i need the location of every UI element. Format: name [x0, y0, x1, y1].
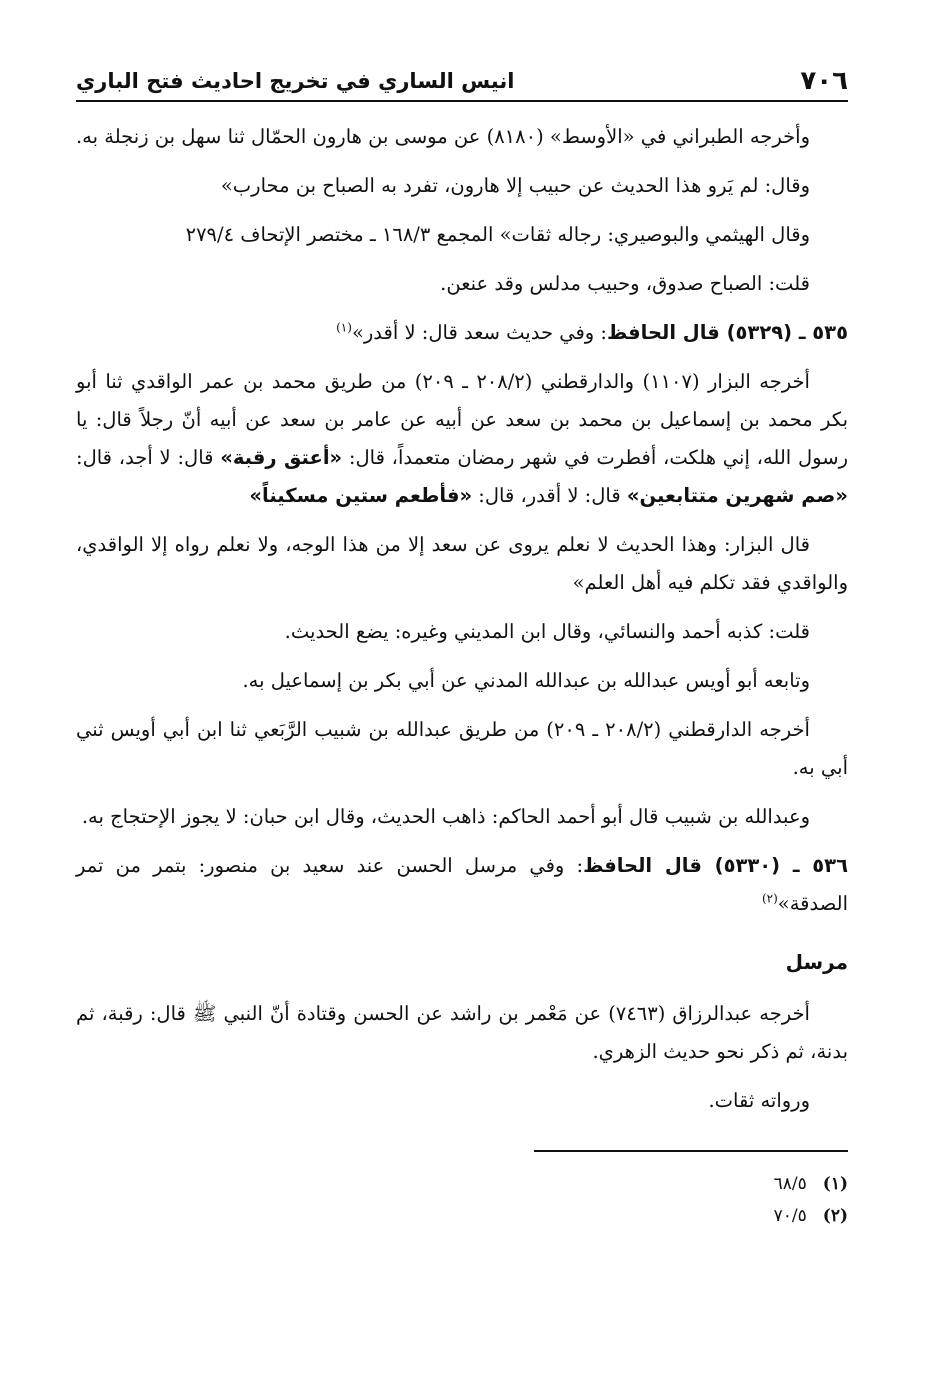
page-header — [76, 58, 848, 102]
takhrij-paragraph — [76, 363, 848, 515]
footnote-text: ٦٨/٥ — [773, 1174, 807, 1194]
hadith-number: ٥٣٦ ـ (٥٣٣٠) قال الحافظ — [583, 854, 848, 877]
footnote-text: ٧٠/٥ — [773, 1206, 807, 1226]
paragraph: قلت: كذبه أحمد والنسائي، وقال ابن المديني وغيره: يضع الحديث. — [284, 620, 810, 643]
paragraph: وتابعه أبو أويس عبدالله بن عبدالله المدني عن أبي بكر بن إسماعيل به. — [242, 669, 810, 692]
page — [76, 58, 848, 1232]
hadith-entry-535 — [76, 314, 848, 352]
paragraph: ورواته ثقات. — [708, 1089, 810, 1112]
footnote-divider — [534, 1150, 848, 1152]
paragraph: أخرجه عبدالرزاق (٧٤٦٣) عن مَعْمر بن راشد عن الحسن وقتادة أنّ النبي ﷺ قال: رقبة، ثم بدنة، ثم ذكر نحو حديث الزهري. — [76, 1002, 848, 1063]
section-heading: مرسل — [785, 950, 848, 974]
hadith-number: ٥٣٥ ـ (٥٣٢٩) قال الحافظ — [606, 321, 848, 344]
paragraph: أخرجه الدارقطني (٢٠٨/٢ ـ ٢٠٩) من طريق عبدالله بن شبيب الرَّبَعي ثنا ابن أبي أويس ثني أبي به. — [76, 718, 848, 779]
hadith-text: : وفي مرسل الحسن عند سعيد بن منصور: بتمر من تمر الصدقة» — [76, 854, 848, 915]
paragraph: وأخرجه الطبراني في «الأوسط» (٨١٨٠) عن موسى بن هارون الحمّال ثنا سهل بن زنجلة به. — [75, 125, 810, 148]
paragraph: وقال الهيثمي والبوصيري: رجاله ثقات» المجمع ١٦٨/٣ ـ مختصر الإتحاف ٢٧٩/٤ — [185, 223, 810, 246]
prophetic-quote: «فأطعم ستين مسكيناً» — [249, 484, 473, 507]
prophetic-quote: «صم شهرين متتابعين» — [626, 484, 848, 507]
footnote-ref: (٢) — [761, 891, 778, 906]
footnote-mark: (٢) — [822, 1206, 848, 1226]
prophetic-quote: «أعتق رقبة» — [220, 446, 343, 469]
running-title: انيس الساري في تخريج احاديث فتح الباري — [76, 69, 515, 93]
paragraph: قلت: الصباح صدوق، وحبيب مدلس وقد عنعن. — [440, 272, 810, 295]
footnote — [76, 1168, 848, 1200]
footnote — [76, 1200, 848, 1232]
paragraph: وعبدالله بن شبيب قال أبو أحمد الحاكم: ذاهب الحديث، وقال ابن حبان: لا يجوز الإحتجاج به. — [81, 805, 810, 828]
footnote-mark: (١) — [822, 1174, 848, 1194]
page-number: ٧٠٦ — [800, 66, 848, 96]
page-body — [76, 118, 848, 1232]
paragraph-text: قال: لا أجد، قال: — [76, 446, 221, 469]
hadith-entry-536 — [76, 847, 848, 923]
hadith-text: : وفي حديث سعد قال: لا أقدر» — [351, 321, 607, 344]
footnote-ref: (١) — [336, 320, 352, 335]
paragraph: قال البزار: وهذا الحديث لا نعلم يروى عن سعد إلا من هذا الوجه، ولا نعلم رواه إلا الواقدي، والواقدي فقد تكلم فيه أهل العلم» — [76, 533, 848, 594]
paragraph-text: قال: لا أقدر، قال: — [472, 484, 627, 507]
paragraph: وقال: لم يَرو هذا الحديث عن حبيب إلا هارون، تفرد به الصباح بن محارب» — [220, 174, 810, 197]
paragraph-text: أخرجه البزار (١١٠٧) والدارقطني (٢٠٨/٢ ـ ٢٠٩) من طريق محمد بن عمر الواقدي ثنا أبو بكر محمد بن إسماعيل بن محمد بن سعد عن أبيه عن عامر بن سعد عن أبيه أنّ رجلاً قال: يا رسول الله، إني هلكت، أفطرت في شهر رمضان متعمداً، قال: — [76, 370, 848, 469]
